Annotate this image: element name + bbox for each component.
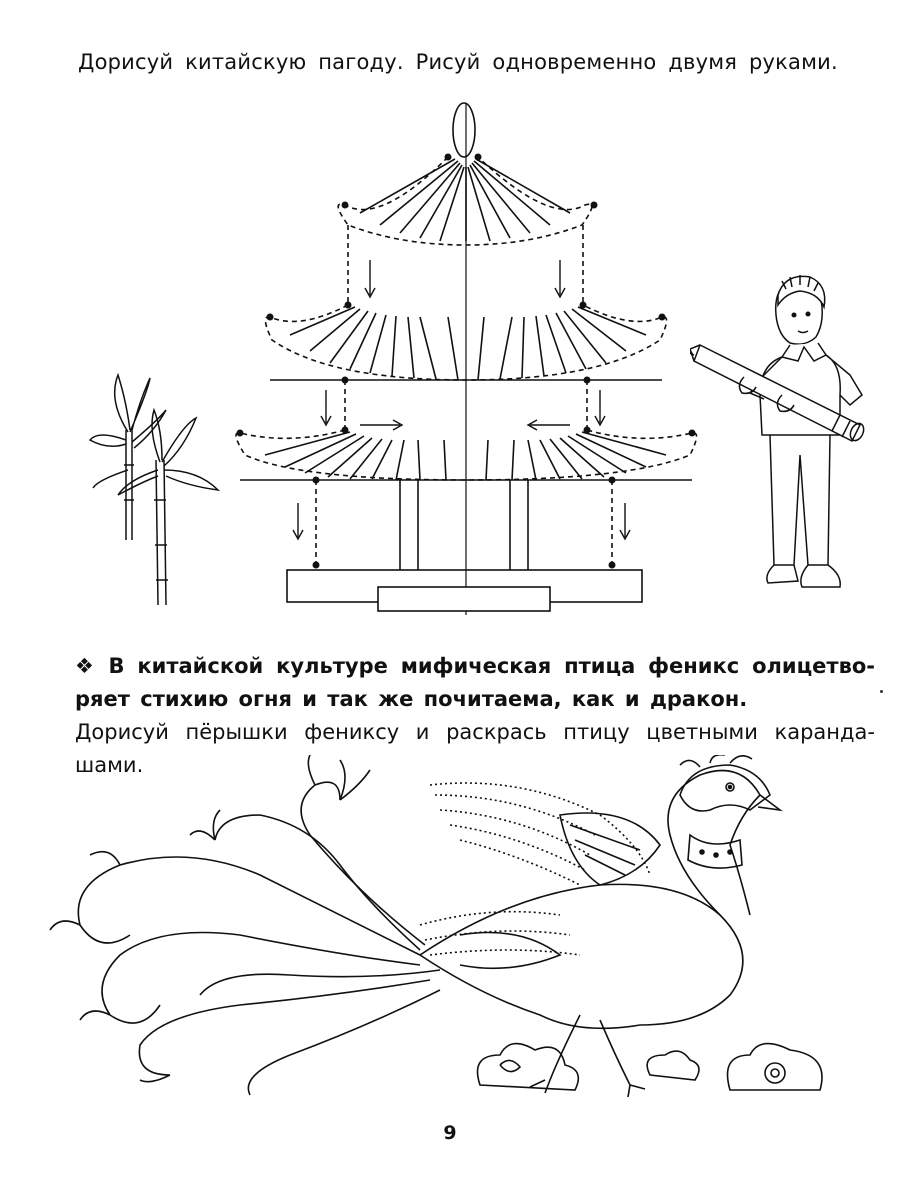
- bamboo-drawing: [88, 370, 228, 610]
- phoenix-wing-tracing: [420, 783, 650, 955]
- stray-dot: [880, 690, 883, 693]
- phoenix-head: [680, 765, 770, 811]
- phoenix-tail: [50, 755, 440, 1095]
- pagoda-top-roof: [338, 157, 592, 305]
- phoenix-body: [420, 884, 743, 1028]
- pagoda-base-step: [378, 587, 550, 611]
- page-number: 9: [443, 1122, 457, 1144]
- phoenix-figure: [40, 755, 860, 1100]
- phoenix-collar: [688, 835, 742, 868]
- pagoda-finial: [453, 103, 475, 157]
- phoenix-wing: [560, 813, 660, 885]
- instruction-pagoda: Дорисуй китайскую пагоду. Рисуй одновременно двумя руками.: [78, 50, 838, 74]
- boy-legs: [770, 435, 830, 565]
- boy-with-pencil: [690, 265, 880, 605]
- fact-text: В китайской культуре мифическая птица феникс олицетво-ряет стихию огня и так же почитаема, как и дракон.: [75, 654, 876, 711]
- direction-arrows: [293, 260, 630, 539]
- instruction-phoenix: Дорисуй пёрышки фениксу и раскрась птицу цветными каранда-шами.: [75, 720, 875, 777]
- diamond-bullet-icon: ❖: [75, 654, 97, 678]
- fact-paragraph: [75, 650, 875, 716]
- clouds: [478, 1044, 823, 1090]
- pagoda-pillars: [316, 480, 612, 570]
